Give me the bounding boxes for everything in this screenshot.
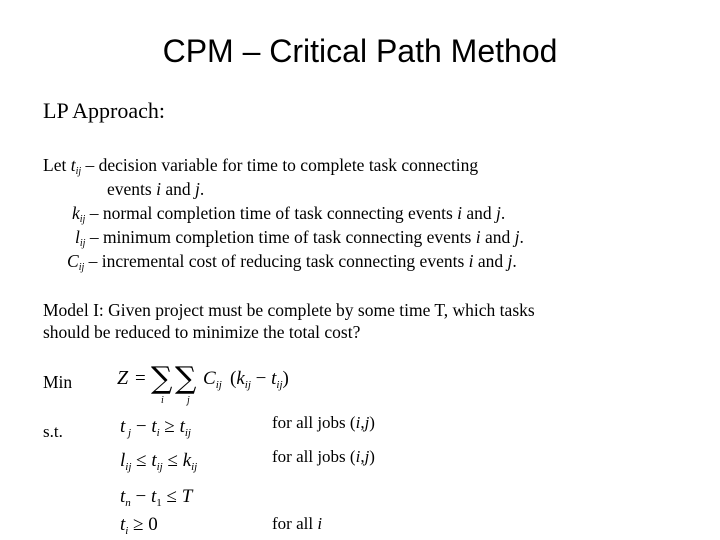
svg-text:ti ≥ 0: $t_i \ge 0$ [120,514,158,537]
sum-i-icon: ∑ [151,361,173,396]
svg-text:t j − ti ≥ tij: t $_j - t_i \ge t_{ij}$ [120,416,191,439]
constraint-4-condition: for all i [272,514,323,533]
constraint-1-condition: for all jobs (i,j) [272,413,375,432]
definition-c: $C_{ij}$ – incremental cost of reducing task connecting events i and j. [67,251,517,273]
constraint-3-equation [118,480,228,514]
svg-text:tn − t1 ≤ T: $t_n - t_1 \le T$ [120,486,193,509]
eq-sum-j-index: j [187,395,190,406]
eq-equals: = [135,368,146,389]
eq-cij: $C_{ij}$ [203,368,222,391]
eq-sum-i-index: i [161,395,164,406]
definition-k: $k_{ij}$ – normal completion time of task connecting events i and j. [72,203,506,225]
constraint-2-condition: for all jobs (i,j) [272,447,375,466]
constraint-1-equation [118,410,228,444]
st-label: s.t. [43,422,63,441]
objective-equation [115,358,315,408]
constraint-4-equation [118,510,198,540]
eq-z: Z [117,367,129,389]
min-label: Min [43,372,73,392]
model-text-line-2: should be reduced to minimize the total cost? [43,322,361,342]
sum-j-icon: ∑ [175,361,197,396]
constraint-2-equation [118,444,238,478]
definition-l: $l_{ij}$ – minimum completion time of task connecting events i and j. [75,227,524,249]
definition-t: Let $t_{ij}$ – decision variable for time to complete task connecting [43,155,479,177]
lp-heading: LP Approach: [43,98,165,123]
model-text-line-1: Model I: Given project must be complete by some time T, which tasks [43,300,535,320]
svg-text:lij ≤ tij ≤ kij: $l_{ij} \le t_{ij} \le k_{ij}$ [120,450,198,473]
slide-title: CPM – Critical Path Method [162,33,558,69]
eq-kij-minus-tij: $(k_{ij} - t_{ij})$ [230,368,289,391]
definition-t-continued: events i and j. [107,179,205,199]
